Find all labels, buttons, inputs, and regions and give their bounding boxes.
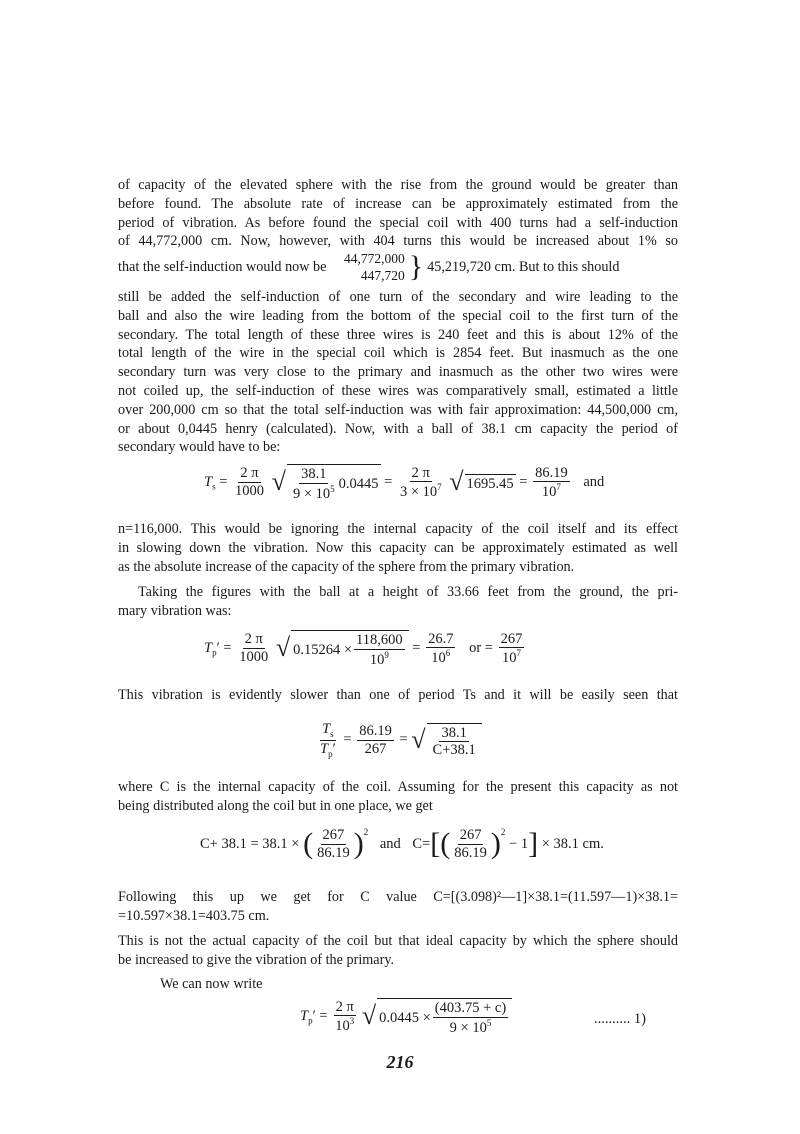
equation-4 xyxy=(200,828,604,860)
exponent: 7 xyxy=(516,648,521,659)
square-root xyxy=(276,630,409,667)
text-line: still be added the self-induction of one turn of the secondary and wire leading to the xyxy=(118,289,678,305)
factor: 0.0445 xyxy=(338,475,379,492)
paragraph-1 xyxy=(118,176,678,251)
denominator-base: 10 xyxy=(541,483,557,500)
fraction xyxy=(357,724,394,756)
numerator: 38.1 xyxy=(441,724,467,741)
paren-open: ( xyxy=(303,827,314,860)
numerator: 267 xyxy=(322,827,345,843)
denominator xyxy=(368,650,391,667)
text-line: over 200,000 cm so that the total self-induction was with fair approximation: 44,500,000 cm, xyxy=(118,401,678,418)
brace-symbol: } xyxy=(408,250,424,283)
denominator xyxy=(398,482,444,499)
numerator: 2 π xyxy=(240,465,259,482)
numerator: 2 π xyxy=(244,631,263,648)
text-fragment: 45,219,720 cm. But to this should xyxy=(427,258,620,275)
text-line: ball and also the wire leading from the bottom of the special coil to the first turn of the xyxy=(118,307,678,324)
denominator: 86.19 xyxy=(317,844,350,861)
text-fragment: C= xyxy=(412,835,431,852)
numerator: 118,600 xyxy=(356,632,403,648)
denominator xyxy=(333,1016,356,1033)
radical-sign: √ xyxy=(411,725,426,755)
denominator: 1000 xyxy=(239,648,269,665)
text-fragment: × 38.1 cm. xyxy=(541,835,604,852)
numerator: 267 xyxy=(459,827,482,843)
text-fragment: that the self-induction would now be xyxy=(118,258,327,275)
exponent: 7 xyxy=(437,482,442,493)
equation-5: $T_p'$ = $\frac{2 \pi}{10^3}$ √ 0.0445 × $\frac{(403.75 + c)}{9 \times 10^5}$ xyxy=(300,998,512,1035)
text-line: This vibration is evidently slower than one of period Ts and it will be easily seen that xyxy=(118,687,678,703)
subscript: p xyxy=(308,1015,313,1026)
fraction xyxy=(333,1000,356,1034)
text-fragment: or xyxy=(469,639,482,656)
text-fragment: and xyxy=(583,473,605,490)
text-line: secondary. The total length of these three wires is 240 feet and this is about 12% of the xyxy=(118,326,678,343)
denominator-base: 9 × 10 xyxy=(292,485,331,502)
bracket-open: [ xyxy=(430,827,441,860)
text-line: secondary turn was very close to the primary and inasmuch as the other two wires were xyxy=(118,364,678,381)
radicand: 1695.45 xyxy=(466,475,514,492)
fraction xyxy=(533,466,570,500)
equation-3: $\frac{T_s}{T_p'}$ = $\frac{86.19}{267}$ = √ $\frac{38.1}{C+38.1}$ xyxy=(316,722,482,759)
text-line: before found. The absolute rate of increase can be approximately estimated from the xyxy=(118,195,678,212)
paragraph-5 xyxy=(118,778,678,816)
radical-sign: √ xyxy=(275,633,291,663)
subscript: p xyxy=(212,647,217,658)
text-line: or about 0,0445 henry (calculated). Now, with a ball of 38.1 cm capacity the period of xyxy=(118,420,678,437)
denominator: 267 xyxy=(364,740,387,757)
paragraph-8 xyxy=(160,975,560,994)
denominator-base: 9 × 10 xyxy=(449,1019,487,1036)
equation-2: $T_p'$ = $\frac{2 \pi}{1000}$ √ 0.15264 × $\frac{118,600}{10^9}$ = $\frac{26.7}{10^6}$ or = $\frac{267}{10^7}$ xyxy=(204,630,523,668)
text-line: period of vibration. As before found the special coil with 400 turns had a self-induction xyxy=(118,214,678,231)
fraction xyxy=(452,828,489,860)
text-line: being distributed along the coil but in one place, we get xyxy=(118,797,433,814)
paren-close: ) xyxy=(353,827,364,860)
text-line: in slowing down the vibration. Now this capacity can be approximately estimated as well xyxy=(118,539,678,556)
fraction xyxy=(354,633,405,667)
fraction xyxy=(291,467,337,501)
text-line: where C is the internal capacity of the coil. Assuming for the present this capacity as not xyxy=(118,779,678,795)
radicand xyxy=(377,998,512,1035)
exponent: 2 xyxy=(363,827,369,837)
symbol-t: T xyxy=(320,740,329,757)
text-fragment: − 1 xyxy=(509,835,529,852)
numerator xyxy=(320,722,336,741)
numerator: 2 π xyxy=(411,464,430,481)
exponent: 2 xyxy=(500,827,506,837)
text-line: as the absolute increase of the capacity of the sphere from the primary vibration. xyxy=(118,558,575,575)
square-root xyxy=(449,469,515,495)
denominator: C+38.1 xyxy=(432,742,476,759)
paragraph-7 xyxy=(118,932,678,970)
square-root xyxy=(411,723,482,758)
radical-sign: √ xyxy=(271,467,286,497)
radicand xyxy=(287,464,381,501)
denominator: 1000 xyxy=(235,482,265,499)
text-fragment: C+ 38.1 = 38.1 × xyxy=(200,835,300,852)
stack-top-value: 44,772,000 xyxy=(343,251,405,266)
text-line: mary vibration was: xyxy=(118,603,232,619)
fraction xyxy=(431,726,478,758)
subscript: s xyxy=(212,481,216,492)
text-line: not coiled up, the self-induction of these wires was comparatively small, estimated a little xyxy=(118,382,678,399)
subscript: p xyxy=(328,748,333,759)
radical-sign: √ xyxy=(449,467,464,497)
exponent: 7 xyxy=(556,482,561,493)
paragraph-1-continued xyxy=(118,288,678,457)
symbol-t: T xyxy=(322,721,331,737)
numerator: 38.1 xyxy=(301,466,327,482)
exponent: 9 xyxy=(384,649,389,660)
denominator-base: 10 xyxy=(335,1017,350,1034)
factor: 0.0445 × xyxy=(379,1009,431,1026)
fraction xyxy=(398,466,444,500)
denominator-base: 10 xyxy=(431,649,446,666)
fraction xyxy=(318,722,338,759)
subscript: s xyxy=(330,728,334,739)
text-line: of 44,772,000 cm. Now, however, with 404 turns this would be increased about 1% so xyxy=(118,233,678,250)
text-line: Taking the figures with the ball at a height of 33.66 feet from the ground, the pri- xyxy=(138,584,678,600)
page-number: 216 xyxy=(386,1052,414,1072)
numerator: 26.7 xyxy=(428,630,454,647)
radical-sign: √ xyxy=(361,1001,377,1031)
numerator: 2 π xyxy=(335,998,354,1015)
fraction xyxy=(237,632,270,664)
text-line: secondary would have to be: xyxy=(118,439,281,456)
text-line: We can now write xyxy=(160,976,263,992)
exponent: 6 xyxy=(445,648,451,659)
equation-5-label xyxy=(594,1012,646,1027)
paren-close: ) xyxy=(490,827,501,860)
denominator: 86.19 xyxy=(454,844,487,861)
paren-open: ( xyxy=(440,827,451,860)
stack-bottom-value: 447,720 xyxy=(360,268,405,283)
paragraph-2 xyxy=(118,520,678,576)
symbol-t: T xyxy=(204,639,213,656)
square-root xyxy=(362,998,512,1035)
leader-dots: .......... xyxy=(594,1011,631,1027)
denominator-base: 3 × 10 xyxy=(399,483,438,500)
text-line: of capacity of the elevated sphere with the rise from the ground would be greater than xyxy=(118,177,678,193)
denominator xyxy=(500,648,523,665)
symbol-t: T xyxy=(204,473,213,490)
text-line: total length of the wire in the special coil which is 2854 feet. But inasmuch as the one xyxy=(118,345,678,362)
fraction xyxy=(426,632,455,666)
fraction xyxy=(233,466,266,498)
denominator xyxy=(429,648,452,665)
exponent: 5 xyxy=(330,483,335,494)
fraction xyxy=(499,632,525,666)
exponent: 3 xyxy=(349,1016,355,1027)
numerator: 86.19 xyxy=(359,723,392,740)
denominator xyxy=(448,1018,494,1035)
radicand xyxy=(427,723,482,758)
exponent: 5 xyxy=(486,1017,492,1028)
numerator: 86.19 xyxy=(535,464,568,481)
paragraph-4 xyxy=(118,686,678,705)
denominator-base: 10 xyxy=(501,649,517,666)
paragraph-3-continued xyxy=(118,602,678,621)
text-line: n=116,000. This would be ignoring the internal capacity of the coil itself and its effect xyxy=(118,521,678,537)
denominator-base: 10 xyxy=(369,651,385,668)
text-line: be increased to give the vibration of the primary. xyxy=(118,951,395,968)
denominator xyxy=(291,484,337,501)
fraction xyxy=(433,1001,508,1035)
text-line: Following this up we get for C value C=[(3.098)²—1]×38.1=(11.597—1)×38.1= xyxy=(118,889,678,905)
stacked-values xyxy=(344,250,405,284)
denominator: $T_p'$ xyxy=(320,740,336,759)
equation-number: 1) xyxy=(633,1011,646,1027)
fraction xyxy=(315,828,352,860)
denominator xyxy=(540,482,563,499)
factor: 0.15264 × xyxy=(293,641,353,658)
text-line: This is not the actual capacity of the coil but that ideal capacity by which the sphere should xyxy=(118,933,678,949)
symbol-t: T xyxy=(300,1007,309,1024)
text-line: =10.597×38.1=403.75 cm. xyxy=(118,907,270,924)
paragraph-6 xyxy=(118,888,678,926)
radicand xyxy=(291,630,409,667)
stacked-value-line xyxy=(118,250,619,284)
paragraph-3 xyxy=(138,583,678,602)
equation-1: $T_s$ = $\frac{2 \pi}{1000}$ √ $\frac{38.1}{9 \times 10^5}$ 0.0445 = $\frac{2 \pi}{3 \times 10^7}$ √ 1695.45 = $\frac{86.19}{10^7}$ and xyxy=(204,464,605,502)
square-root xyxy=(272,464,381,501)
text-fragment: and xyxy=(379,835,401,852)
bracket-close: ] xyxy=(528,827,539,860)
numerator: 267 xyxy=(500,630,523,647)
numerator: (403.75 + c) xyxy=(434,1000,507,1016)
